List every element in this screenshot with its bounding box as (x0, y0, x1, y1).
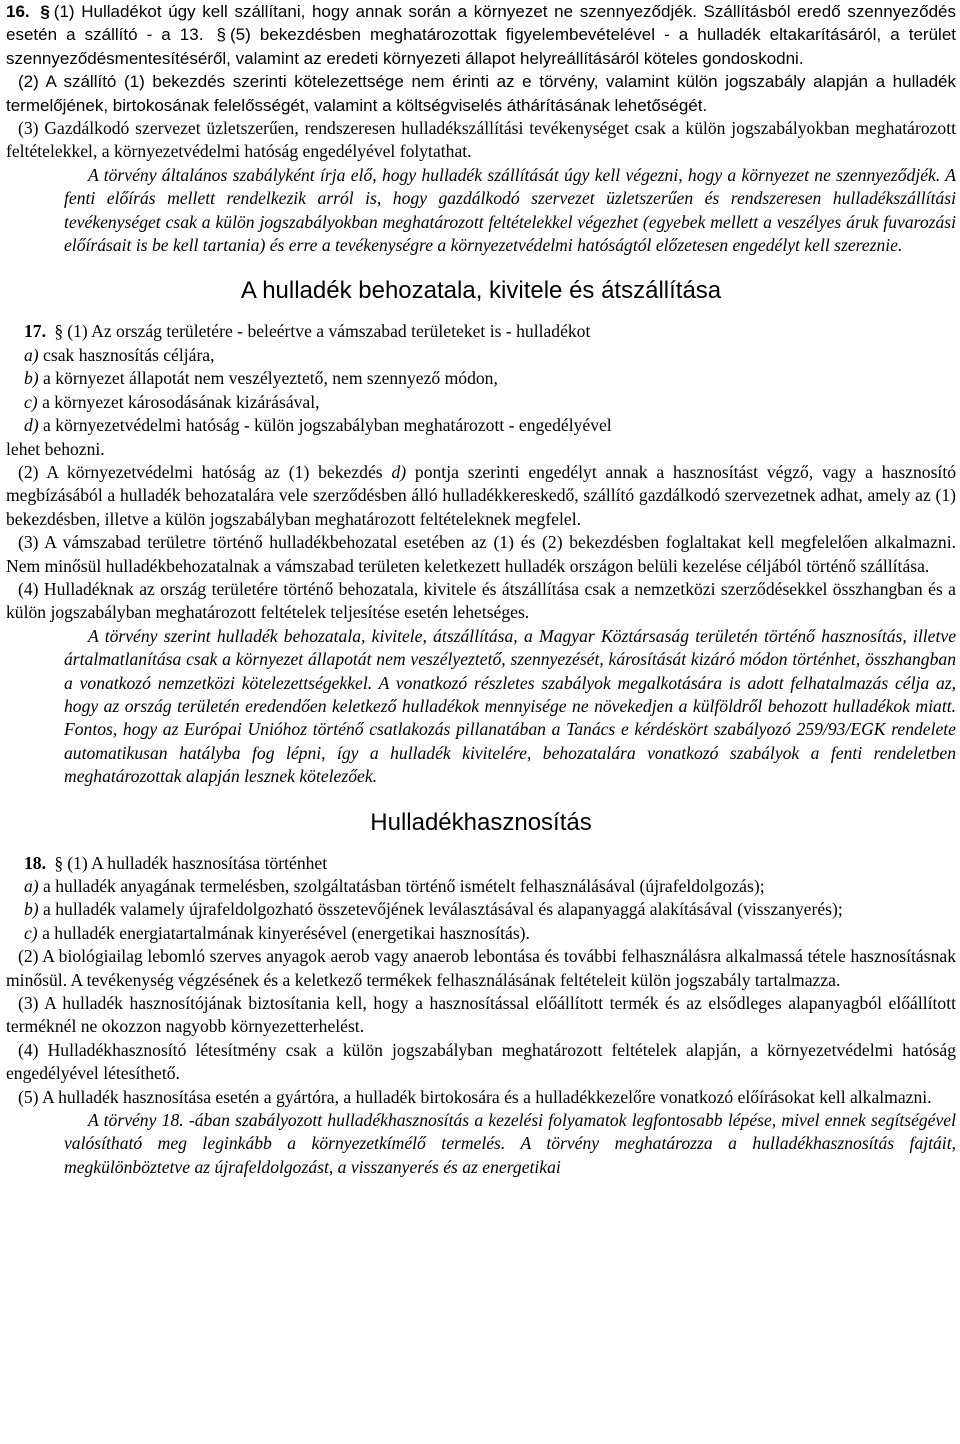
section-number: 16. (6, 2, 30, 21)
sec17-item-c (6, 391, 956, 414)
section-number: 18. (24, 852, 46, 873)
sec17-item-a (6, 344, 956, 367)
sec16-paragraph-3: (3) Gazdálkodó szervezet üzletszerűen, rendszeresen hulladékszállítási tevékenységet csak a külön jogszabályokban meghatározott feltételekkel, a környezetvédelmi hatóság engedélyével folytathat. (6, 118, 956, 162)
item-letter: d) (24, 415, 39, 436)
sec17-paragraph-2 (6, 461, 956, 531)
item-letter: c) (24, 391, 38, 412)
item-text: a hulladék energiatartalmának kinyerésével (energetikai hasznosítás). (37, 922, 530, 943)
sec17-tail: lehet behozni. (6, 438, 105, 459)
sec16-p1-text2: (5) bekezdésben meghatározottak figyelembevételével - a hulladék eltakarításáról, a terület szennyeződésmentesítéséről, valamint az eredeti környezeti állapot helyreállításáról köteles gondoskodni. (6, 25, 956, 68)
sec18-paragraph-4: (4) Hulladékhasznosító létesítmény csak a külön jogszabályban meghatározott feltételek alapján, a környezetvédelmi hatóság engedélyével létesíthető. (6, 1039, 956, 1084)
sec18-item-a (6, 875, 956, 898)
item-letter: b) (24, 368, 39, 389)
item-text: a hulladék anyagának termelésben, szolgáltatásban történő ismételt felhasználásával (újrafeldolgozás); (38, 876, 765, 896)
sec17-intro: (1) Az ország területére - beleértve a vámszabad területeket is - hulladékot (67, 321, 591, 342)
section-heading-recovery: Hulladékhasznosítás (370, 808, 592, 836)
sec18-commentary (6, 1109, 956, 1179)
item-letter: d) (391, 461, 407, 482)
item-text: a környezetvédelmi hatóság - külön jogszabályban meghatározott - engedélyével (38, 415, 612, 436)
sec16-p1-text: (1) Hulladékot úgy kell szállítani, hogy annak során a környezet ne szennyeződjék. Szállításból eredő szennyeződés esetén a szállító - a 13. (6, 2, 956, 45)
sec18-item-c (6, 922, 956, 945)
item-text: a környezet állapotát nem veszélyeztető, nem szennyező módon, (38, 368, 498, 389)
section-sign: § (216, 25, 226, 45)
item-text: a környezet károsodásának kizárásával, (37, 391, 320, 412)
sec17-item-b (6, 367, 956, 390)
sec17-paragraph-3: (3) A vámszabad területre történő hulladékbehozatal esetében az (1) és (2) bekezdésben foglaltakat kell megfelelően alkalmazni. Nem minősül hulladékbehozatalnak a vámszabad területen keletkezett hulladék országon belüli kezelése céljából történő szállítása. (6, 532, 956, 576)
sec17-paragraph-1 (6, 320, 956, 343)
section-heading-import-export: A hulladék behozatala, kivitele és átszállítása (240, 277, 722, 305)
section-sign: § (54, 852, 64, 873)
sec17-paragraph-4: (4) Hulladéknak az ország területére történő behozatala, kivitele és átszállítása csak a nemzetközi szerződésekkel összhangban és a külön jogszabályban meghatározott feltételek teljesítése esetén lehetséges. (6, 578, 956, 623)
item-text: csak hasznosítás céljára, (38, 344, 215, 365)
sec18-intro: (1) A hulladék hasznosítása történhet (67, 852, 328, 873)
item-text: a hulladék valamely újrafeldolgozható összetevőjének leválasztásával és alapanyaggá alakításával (visszanyerés); (38, 899, 843, 920)
item-letter: b) (24, 899, 39, 920)
sec16-commentary (6, 164, 956, 258)
sec17-p2-b: pontja szerinti engedélyt annak a hasznosítást végző, vagy a hasznosító megbízásából a hulladék behozatalára vele szerződésben álló hulladékkereskedő, szállító gazdálkodó szervezetnek adhat, amely az (1) bekezdésben, illetve a külön jogszabályban meghatározott feltételeknek megfelel. (6, 461, 957, 529)
sec16-paragraph-2: (2) A szállító (1) bekezdés szerinti kötelezettsége nem érinti az e törvény, valamint külön jogszabály alapján a hulladék termelőjének, birtokosának felelősségét, valamint a költségviselés áthárításának lehetőségét. (6, 72, 956, 115)
commentary-text: A törvény általános szabályként írja elő, hogy hulladék szállítását úgy kell végezni, hogy a környezet ne szennyeződjék. A fenti előírás mellett rendelkezik arról is, hogy gazdálkodó szervezet üzletszerűen és rendszeresen hulladékszállítási tevékenységet csak a külön jogszabályokban meghatározott feltételekkel végezhet (egyebek mellett a veszélyes áruk fuvarozási előírásait is be kell tartania) és erre a tevékenységre a környezetvédelmi hatóságtól előzetesen engedélyt kell szereznie. (64, 164, 956, 256)
sec18-paragraph-3: (3) A hulladék hasznosítójának biztosítania kell, hogy a hasznosítással előállított termék és az elsődleges alapanyagból előállított terméknél ne okozzon nagyobb környezetterhelést. (6, 993, 956, 1037)
section-number: 17. (24, 321, 46, 342)
commentary-text: A törvény 18. -ában szabályozott hulladékhasznosítás a kezelési folyamatok legfontosabb lépése, mivel ennek segítségével valósítható meg leginkább a környezetkímélő termelés. A törvény meghatározza a hulladékhasznosítás fajtáit, megkülönböztetve az újrafeldolgozást, a visszanyerés és az energetikai (64, 1110, 956, 1177)
sec17-commentary (6, 625, 956, 789)
section-sign: § (40, 2, 50, 21)
sec18-paragraph-5: (5) A hulladék hasznosítása esetén a gyártóra, a hulladék birtokosára és a hulladékkezelőre vonatkozó előírásokat kell alkalmazni. (18, 1086, 932, 1107)
commentary-text: A törvény szerint hulladék behozatala, kivitele, átszállítása, a Magyar Köztársaság területén történő hasznosítás, illetve ártalmatlanítása csak a környezet állapotát nem veszélyeztető, szennyezését, károsítását kizáró módon történhet, összhangban a vonatkozó nemzetközi kötelezettségekkel. A vonatkozó részletes szabályok megalkotására is adott felhatalmazás célja az, hogy az ország területén eredendően keletkező hulladékok mennyisége ne növekedjen a külföldről behozott hulladékok miatt. Fontos, hogy az Európai Unióhoz történő csatlakozás pillanatában a Tanács e kérdéskört szabályozó 259/93/EGK rendelete automatikusan hatályba fog lépni, így a hulladék kivitelére, behozatalára vonatkozó szabályok a fenti rendeletben meghatározottak alapján lesznek kötelezőek. (64, 625, 956, 787)
item-letter: c) (24, 922, 38, 943)
sec18-paragraph-1 (6, 852, 956, 875)
section-sign: § (54, 321, 64, 342)
sec16-paragraph-1 (6, 0, 956, 70)
item-letter: a) (24, 876, 39, 896)
sec17-item-d (6, 414, 956, 437)
sec17-p2-a: (2) A környezetvédelmi hatóság az (1) bekezdés (18, 461, 392, 482)
sec18-paragraph-2: (2) A biológiailag lebomló szerves anyagok aerob vagy anaerob lebontása és további felhasználásra alkalmassá tétele hasznosításnak minősül. A tevékenység végzésének és a keletkező termékek felhasználásának feltételeit külön jogszabály tartalmazza. (6, 946, 956, 990)
item-letter: a) (24, 344, 39, 365)
sec18-item-b (6, 898, 956, 921)
